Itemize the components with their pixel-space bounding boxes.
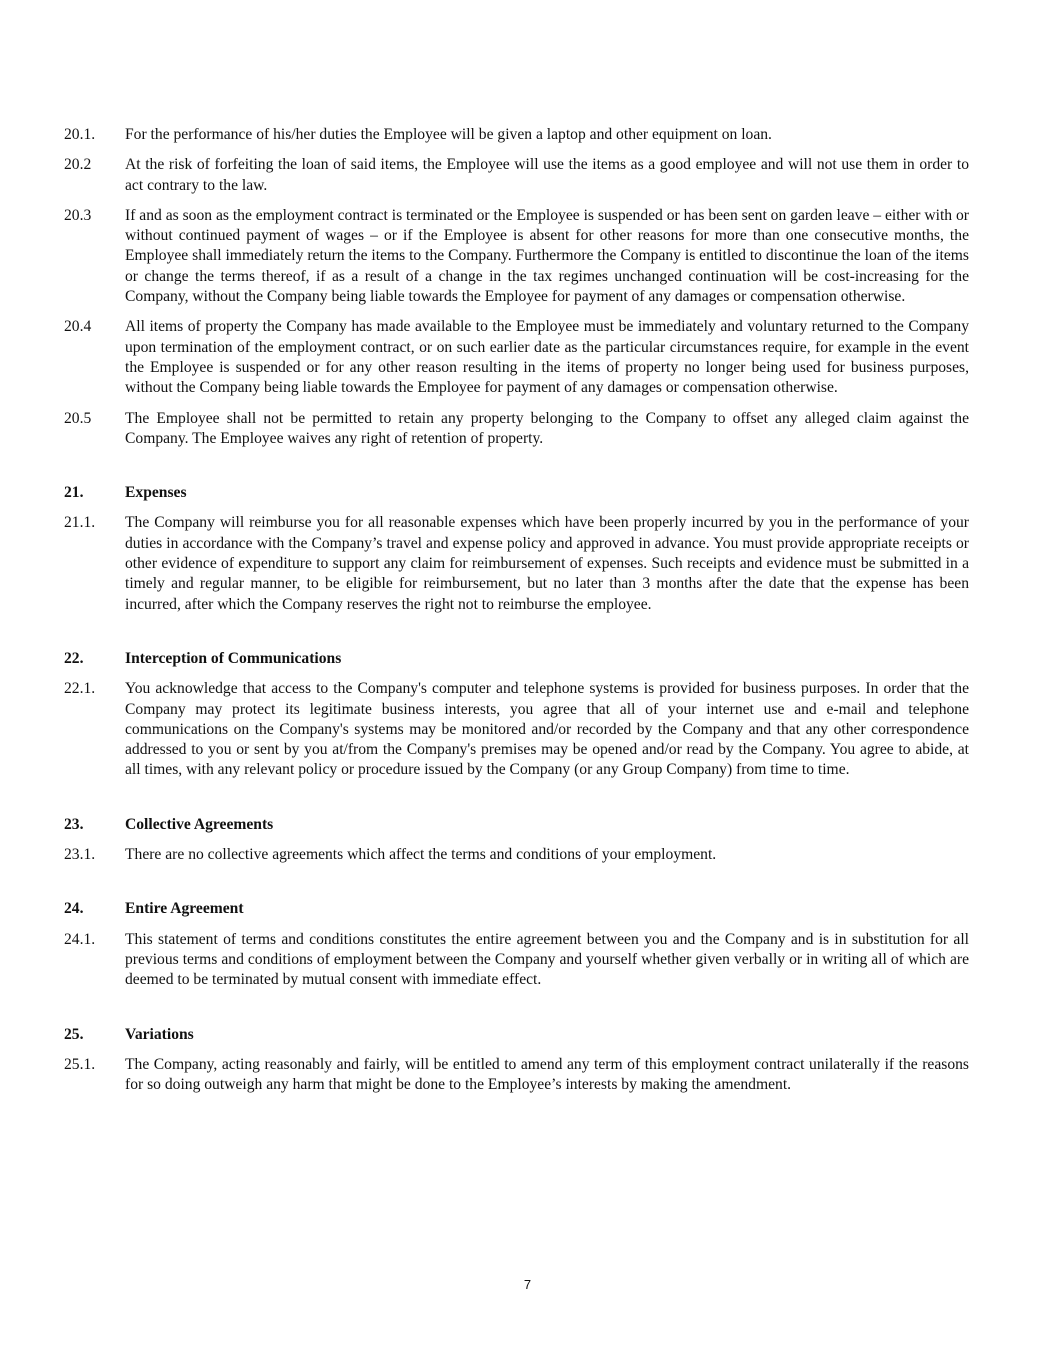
section-heading-variations xyxy=(64,1025,969,1045)
clause-24-1 xyxy=(64,930,969,991)
clause-text: The Employee shall not be permitted to retain any property belonging to the Company to offset any alleged claim against the Company. The Employee waives any right of retention of property. xyxy=(125,409,969,447)
clause-number: 22.1. xyxy=(64,680,96,698)
section-heading-entire-agreement xyxy=(64,899,969,919)
section-title: Variations xyxy=(125,1025,194,1043)
clause-text: The Company, acting reasonably and fairly, will be entitled to amend any term of this employment contract unilaterally if the reasons for so doing outweigh any harm that might be done to the Employee’s interests by making the amendment. xyxy=(125,1055,969,1094)
section-heading-collective-agreements xyxy=(64,815,969,835)
clause-number: 23.1. xyxy=(64,846,96,864)
section-number: 21. xyxy=(64,484,84,502)
clause-text: If and as soon as the employment contract is terminated or the Employee is suspended or has been sent on garden leave – either with or without continued payment of wages – or if the Employee is absent for other reasons for more than one consecutive months, the Employee shall immediately return the items to the Company. Furthermore the Company is entitled to discontinue the loan of the items or change the terms thereof, if as a result of a change in the tax regimes unchanged continuation will be cost-increasing for the Company, without the Company being liable towards the Employee for payment of any damages or compensation otherwise. xyxy=(125,206,969,306)
clause-25-1 xyxy=(64,1055,969,1096)
clause-20-5 xyxy=(64,409,969,450)
section-title: Collective Agreements xyxy=(125,815,274,833)
section-number: 23. xyxy=(64,815,84,833)
clause-20-3 xyxy=(64,206,969,307)
section-number: 24. xyxy=(64,900,84,918)
clause-text: This statement of terms and conditions constitutes the entire agreement between you and the Company and is in substitution for all previous terms and conditions of employment between the Company and yourself whether given verbally or in writing all of which are deemed to be terminated by mutual consent with immediate effect. xyxy=(125,930,969,989)
clause-text: The Company will reimburse you for all reasonable expenses which have been properly incurred by you in the performance of your duties in accordance with the Company’s travel and expense policy and approved in advance. You must provide appropriate receipts or other evidence of expenditure to support any claim for reimbursement of expenses. Such receipts and evidence must be submitted in a timely and regular manner, to be eligible for reimbursement, but no later than 3 months after the date that the expense has been incurred, after which the Company reserves the right not to reimburse the employee. xyxy=(125,514,969,613)
clause-22-1 xyxy=(64,679,969,780)
section-title: Entire Agreement xyxy=(125,900,244,918)
clause-number: 21.1. xyxy=(64,514,96,532)
section-title: Expenses xyxy=(125,484,187,502)
clause-number: 20.3 xyxy=(64,206,92,224)
clause-number: 20.5 xyxy=(64,409,92,427)
clause-number: 24.1. xyxy=(64,930,96,948)
section-number: 25. xyxy=(64,1025,84,1043)
clause-number: 20.2 xyxy=(64,156,92,174)
clause-23-1 xyxy=(64,845,969,865)
section-heading-interception xyxy=(64,649,969,669)
clause-20-1 xyxy=(64,125,969,145)
clause-number: 25.1. xyxy=(64,1055,96,1073)
clause-text: There are no collective agreements which affect the terms and conditions of your employment. xyxy=(125,846,717,864)
clause-text: You acknowledge that access to the Company's computer and telephone systems is provided for business purposes. In order that the Company may protect its legitimate business interests, you agree that all of your internet use and e-mail and telephone communications on the Company's systems may be monitored and/or recorded by the Company and that any other correspondence addressed to you or sent by you at/from the Company's premises may be opened and/or read by the Company. You agree to abide, at all times, with any relevant policy or procedure issued by the Company (or any Group Company) from time to time. xyxy=(125,680,969,779)
clause-20-4 xyxy=(64,317,969,398)
clause-21-1 xyxy=(64,513,969,614)
clause-text: For the performance of his/her duties the Employee will be given a laptop and other equipment on loan. xyxy=(125,126,772,143)
clause-number: 20.4 xyxy=(64,318,92,336)
section-title: Interception of Communications xyxy=(125,649,342,667)
clause-text: At the risk of forfeiting the loan of said items, the Employee will use the items as a good employee and will not use them in order to act contrary to the law. xyxy=(125,156,969,194)
document-body xyxy=(64,125,969,1105)
section-heading-expenses xyxy=(64,483,969,503)
clause-number: 20.1. xyxy=(64,126,96,143)
clause-text: All items of property the Company has made available to the Employee must be immediately and voluntary returned to the Company upon termination of the employment contract, or on such earlier date as the particular circumstances require, for example in the event the Employee is suspended or for any other reason resulting in the items of property no longer being used for business purposes, without the Company being liable towards the Employee for payment of any damages or compensation otherwise. xyxy=(125,318,969,397)
section-number: 22. xyxy=(64,649,84,667)
page-number: 7 xyxy=(523,1277,532,1292)
clause-20-2 xyxy=(64,155,969,196)
